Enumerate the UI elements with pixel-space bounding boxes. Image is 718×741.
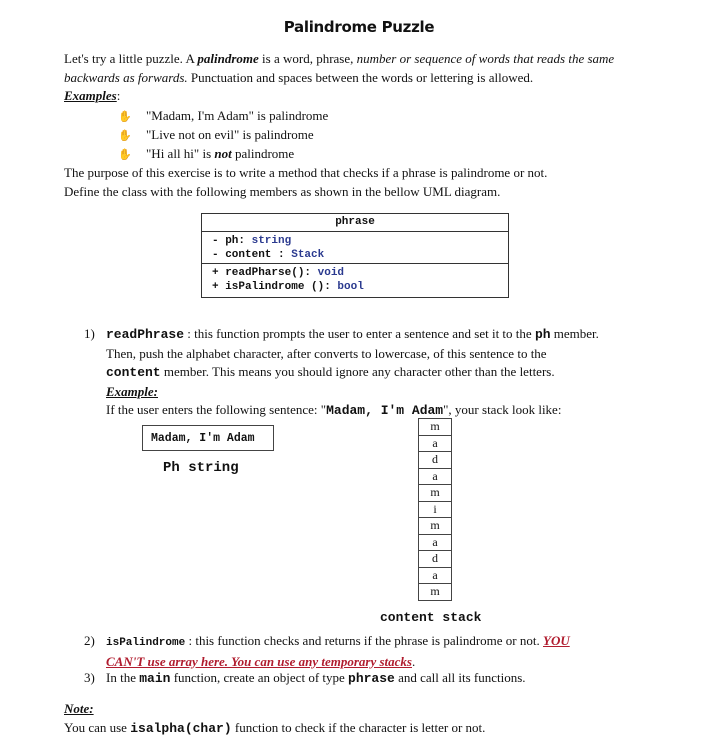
isalpha-code: isalpha(char) — [130, 720, 232, 736]
task-item-2 — [84, 632, 664, 672]
example-text — [146, 146, 294, 162]
stack-cell: i — [419, 502, 451, 519]
function-name: readPhrase — [106, 327, 185, 342]
task-item-3 — [84, 669, 664, 689]
hand-icon: ✋ — [118, 130, 132, 142]
uml-method — [212, 280, 508, 294]
stack-cell: m — [419, 485, 451, 502]
attr-name: ph: — [225, 235, 252, 247]
note-section — [64, 700, 664, 738]
main-keyword: main — [139, 671, 171, 686]
note-text: function to check if the character is letter or not. — [231, 719, 486, 735]
item-text: : this function checks and returns if the phrase is palindrome or not. — [185, 633, 543, 648]
example-code: Madam, I'm Adam — [326, 403, 444, 418]
stack-cell: d — [419, 551, 451, 568]
stack-cell: m — [419, 584, 451, 601]
stack-cell: a — [419, 469, 451, 486]
item-number: 2) — [84, 633, 95, 648]
purpose-line: The purpose of this exercise is to write a method that checks if a phrase is palindrome or not. — [64, 165, 548, 180]
example-item — [118, 108, 329, 124]
hand-icon: ✋ — [118, 111, 132, 123]
method-name: readPharse(): — [225, 267, 318, 279]
task-item-1 — [84, 325, 664, 425]
intro-text: Punctuation and spaces between the words or lettering is allowed. — [187, 69, 534, 85]
attr-type: string — [251, 235, 292, 247]
uml-methods — [202, 264, 508, 294]
stack-cell: a — [419, 535, 451, 552]
note-text: You can use — [64, 719, 131, 735]
stack-cell: a — [419, 436, 451, 453]
purpose-line: Define the class with the following members as shown in the bellow UML diagram. — [64, 183, 501, 199]
intro-text: is a word, phrase, — [258, 51, 357, 66]
warning-text: YOU — [543, 633, 570, 648]
ph-string-label: Ph string — [163, 460, 239, 476]
visibility: + — [212, 267, 226, 279]
page-title: Palindrome Puzzle — [283, 18, 435, 36]
item-text: . — [412, 653, 416, 669]
visibility: - — [212, 249, 226, 261]
example-text: "Madam, I'm Adam" is palindrome — [146, 108, 329, 123]
member-name: content — [106, 365, 161, 380]
item-text: In the — [106, 670, 140, 685]
item-number: 1) — [84, 326, 95, 341]
stack-cell: m — [419, 419, 451, 436]
purpose-paragraph — [64, 164, 664, 201]
item-text: ", your stack look like: — [443, 402, 562, 417]
example-item — [118, 146, 295, 162]
item-text: Then, push the alphabet character, after converts to lowercase, of this sentence to the — [106, 345, 547, 361]
method-type: void — [317, 267, 345, 279]
item-text: and call all its functions. — [394, 670, 526, 685]
stack-cell: m — [419, 518, 451, 535]
attr-type: Stack — [291, 249, 325, 261]
item-text: function, create an object of type — [170, 670, 349, 685]
method-type: bool — [337, 281, 364, 293]
content-stack — [418, 418, 452, 601]
colon: : — [116, 88, 121, 103]
uml-attribute — [212, 234, 508, 248]
ph-string-box: Madam, I'm Adam — [142, 425, 274, 451]
uml-diagram — [201, 213, 509, 298]
warning-text: CAN'T use array here. You can use any temporary stacks — [106, 653, 412, 669]
palindrome-term: palindrome — [197, 51, 259, 66]
hand-icon: ✋ — [118, 149, 132, 161]
note-heading: Note: — [64, 701, 94, 716]
examples-heading: Examples — [64, 88, 117, 103]
content-stack-label: content stack — [380, 610, 482, 625]
example-text-end: palindrome — [231, 146, 295, 161]
intro-paragraph — [64, 50, 664, 106]
example-text-start: "Hi all hi" is — [146, 146, 215, 161]
function-name: isPalindrome — [106, 637, 186, 649]
uml-attribute — [212, 248, 508, 262]
member-name: ph — [534, 327, 551, 342]
uml-attributes — [202, 232, 508, 264]
item-body — [106, 325, 666, 421]
attr-name: content : — [225, 249, 292, 261]
intro-text: Let's try a little puzzle. A — [64, 51, 198, 66]
method-name: isPalindrome (): — [225, 281, 338, 293]
item-text: member. — [550, 326, 599, 341]
item-text: : this function prompts the user to enter a sentence and set it to the — [184, 326, 535, 341]
item-body — [106, 669, 666, 689]
visibility: + — [212, 281, 226, 293]
visibility: - — [212, 235, 226, 247]
example-text: "Live not on evil" is palindrome — [146, 127, 314, 142]
example-item — [118, 127, 314, 143]
not-emphasis: not — [214, 146, 232, 161]
uml-class-name: phrase — [202, 214, 508, 232]
intro-italic: number or sequence of words that reads the same backwards as forwards. — [64, 51, 615, 85]
item-text: member. This means you should ignore any character other than the letters. — [160, 364, 555, 379]
item-body — [106, 632, 666, 671]
uml-method — [212, 266, 508, 280]
item-number: 3) — [84, 670, 95, 685]
example-heading: Example: — [106, 383, 158, 399]
stack-cell: d — [419, 452, 451, 469]
class-keyword: phrase — [348, 671, 395, 686]
stack-cell: a — [419, 568, 451, 585]
item-text: If the user enters the following sentence: " — [106, 402, 327, 417]
